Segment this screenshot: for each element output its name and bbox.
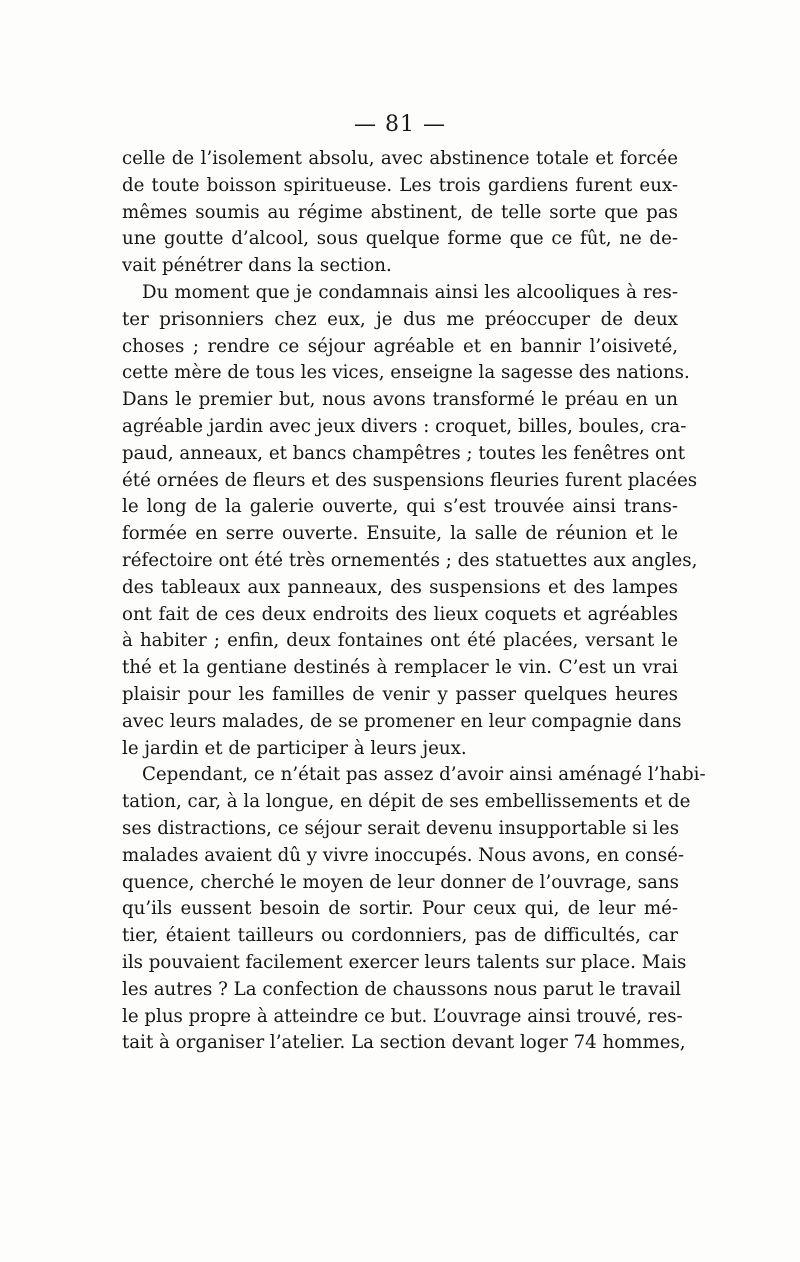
text-line: tier, étaient tailleurs ou cordonniers, pas de difficultés, car <box>122 925 678 947</box>
page-number: — 81 — <box>354 112 446 137</box>
text-line: plaisir pour les familles de venir y passer quelques heures <box>122 683 678 705</box>
text-line: agréable jardin avec jeux divers : croquet, billes, boules, cra- <box>122 415 687 437</box>
text-line: avec leurs malades, de se promener en leur compagnie dans <box>122 710 682 732</box>
text-line: à habiter ; enfin, deux fontaines ont été placées, versant le <box>122 630 678 652</box>
text-line: malades avaient dû y vivre inoccupés. Nous avons, en consé- <box>122 844 685 866</box>
text-line: cette mère de tous les vices, enseigne la sagesse des nations. <box>122 362 690 384</box>
text-line: les autres ? La confection de chaussons nous parut le travail <box>122 978 681 1000</box>
text-line: tait à organiser l’atelier. La section devant loger 74 hommes, <box>122 1032 686 1054</box>
text-line: quence, cherché le moyen de leur donner de l’ouvrage, sans <box>122 871 679 893</box>
text-line: ter prisonniers chez eux, je dus me préoccuper de deux <box>122 308 678 330</box>
text-line: tation, car, à la longue, en dépit de ses embellissements et de <box>122 791 691 813</box>
text-line: Dans le premier but, nous avons transformé le préau en un <box>122 389 678 411</box>
text-line: Cependant, ce n’était pas assez d’avoir ainsi aménagé l’habi- <box>142 764 706 786</box>
text-line: paud, anneaux, et bancs champêtres ; toutes les fenêtres ont <box>122 442 686 464</box>
text-line: des tableaux aux panneaux, des suspensions et des lampes <box>122 576 678 598</box>
text-line: Du moment que je condamnais ainsi les alcooliques à res- <box>142 281 678 303</box>
text-line: une goutte d’alcool, sous quelque forme que ce fût, ne de- <box>122 228 678 250</box>
text-line: le plus propre à atteindre ce but. L’ouvrage ainsi trouvé, res- <box>122 1005 683 1027</box>
text-line: le jardin et de participer à leurs jeux. <box>122 737 467 759</box>
text-line: le long de la galerie ouverte, qui s’est trouvée ainsi trans- <box>122 496 678 518</box>
text-line: été ornées de fleurs et des suspensions fleuries furent placées <box>122 469 698 491</box>
text-line: qu’ils eussent besoin de sortir. Pour ceux qui, de leur mé- <box>122 898 678 920</box>
text-line: réfectoire ont été très ornementés ; des statuettes aux angles, <box>122 549 698 571</box>
text-line: ses distractions, ce séjour serait devenu insupportable si les <box>122 817 680 839</box>
text-line: ils pouvaient facilement exercer leurs talents sur place. Mais <box>122 951 687 973</box>
text-line: choses ; rendre ce séjour agréable et en bannir l’oisiveté, <box>122 335 678 357</box>
text-line: thé et la gentiane destinés à remplacer le vin. C’est un vrai <box>122 657 678 679</box>
text-line: formée en serre ouverte. Ensuite, la salle de réunion et le <box>122 523 678 545</box>
text-line: celle de l’isolement absolu, avec abstinence totale et forcée <box>122 148 678 169</box>
body-text <box>122 146 706 1057</box>
text-line: vait pénétrer dans la section. <box>122 255 392 277</box>
text-line: ont fait de ces deux endroits des lieux coquets et agréables <box>122 603 678 625</box>
text-line: de toute boisson spiritueuse. Les trois gardiens furent eux- <box>122 174 678 196</box>
text-line: mêmes soumis au régime abstinent, de telle sorte que pas <box>122 201 678 223</box>
